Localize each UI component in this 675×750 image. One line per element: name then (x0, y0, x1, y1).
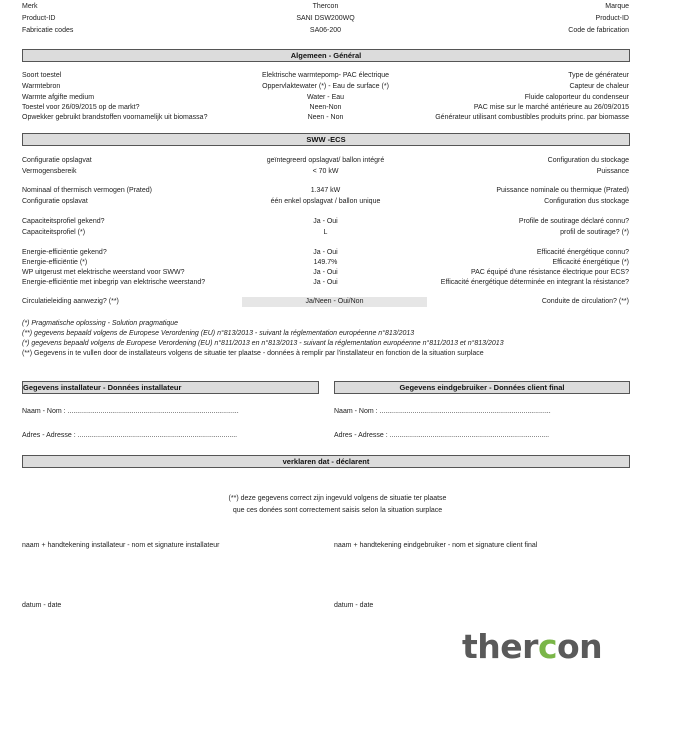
logo-part-ther: ther (462, 627, 538, 666)
label-fr: Efficacité énergétique (*) (552, 259, 629, 266)
label-nl: Nominaal of thermisch vermogen (Prated) (22, 187, 152, 194)
signature-client-field[interactable]: naam + handtekening eindgebruiker - nom et signature client final (334, 542, 538, 549)
label-nl: Warmtebron (22, 83, 61, 90)
section-general-title: Algemeen - Général (22, 49, 630, 62)
label-nl: Soort toestel (22, 72, 62, 79)
value: SA06-200 (309, 27, 342, 34)
label-fr: Conduite de circulation? (**) (541, 298, 629, 305)
value: Ja - Oui (313, 218, 338, 225)
date-client-field[interactable]: datum - date (334, 602, 374, 609)
note-regulation-813: (**) gegevens bepaald volgens de Europese Verordening (EU) n°813/2013 - suivant la réglementation européenne n°813/2013 (22, 330, 415, 337)
label-fr: profil de soutirage? (*) (560, 229, 629, 236)
date-installer-field[interactable]: datum - date (22, 602, 62, 609)
label-nl: Circulatieleiding aanwezig? (**) (22, 298, 119, 305)
value: geïntegreerd opslagvat/ ballon intégré (266, 157, 385, 164)
installer-section-title (22, 381, 319, 394)
label-fr: PAC mise sur le marché antérieure au 26/09/2015 (473, 104, 629, 111)
label-fr: Fluide caloporteur du condenseur (524, 94, 629, 101)
label-fr: Générateur utilisant combustibles produits princ. par biomasse (435, 114, 629, 121)
label-nl: Capaciteitsprofiel (*) (22, 229, 86, 236)
label-nl: Product-ID (22, 15, 56, 22)
value: één enkel opslagvat / ballon unique (270, 198, 381, 205)
value: Oppervlaktewater (*) - Eau de surface (*) (262, 83, 389, 90)
thercon-logo (462, 627, 602, 667)
sww-row (22, 217, 629, 227)
sww-row (22, 258, 629, 268)
label-fr: Capteur de chaleur (569, 83, 629, 90)
note-regulation-811-813: (*) gegevens bepaald volgens de Europese Verordening (EU) n°811/2013 en n°813/2013 - suivant la réglementation européenne n°811/2013 et n°813/2013 (22, 340, 504, 347)
label-nl: Configuratie opslagvat (22, 157, 92, 164)
value: SANI DSW200WQ (296, 15, 355, 22)
sww-row (22, 186, 629, 196)
label-fr: Code de fabrication (568, 27, 629, 34)
label-fr: Product-ID (595, 15, 629, 22)
sww-row (22, 156, 629, 166)
label-nl: Energie-efficiëntie (*) (22, 259, 88, 266)
sww-row (22, 268, 629, 278)
client-address-field[interactable]: Adres - Adresse : .................................................................................. (334, 432, 550, 439)
general-row (22, 113, 629, 123)
value: Neen-Non (309, 104, 342, 111)
label-fr: Marque (605, 3, 629, 10)
general-row (22, 103, 629, 113)
value: < 70 kW (312, 168, 339, 175)
logo-part-c: c (537, 627, 557, 666)
value: Ja - Oui (313, 279, 338, 286)
value: L (323, 229, 328, 236)
label-fr: Efficacité énergétique déterminée en integrant la résistance? (440, 279, 629, 286)
sww-row (22, 167, 629, 177)
installer-title: Gegevens installateur - Données installateur (23, 383, 182, 392)
label-nl: Merk (22, 3, 38, 10)
label-nl: Energie-efficiëntie met inbegrip van elektrische weerstand? (22, 279, 206, 286)
logo-part-on: on (557, 627, 603, 666)
sww-row (22, 228, 629, 238)
declaration-line-fr: que ces donées sont correctement saisis selon la situation surplace (232, 507, 443, 514)
label-nl: Opwekker gebruikt brandstoffen voornamelijk uit biomassa? (22, 114, 208, 121)
value: Neen - Non (307, 114, 344, 121)
label-fr: Efficacité énergétique connu? (536, 249, 629, 256)
value: 149.7% (313, 259, 338, 266)
signature-installer-field[interactable]: naam + handtekening installateur - nom et signature installateur (22, 542, 220, 549)
label-nl: Configuratie opslavat (22, 198, 88, 205)
label-nl: Warmte afgifte medium (22, 94, 95, 101)
header-row-codes (22, 26, 629, 36)
value: 1.347 kW (310, 187, 341, 194)
declaration-line-nl: (**) deze gegevens correct zijn ingevuld volgens de situatie ter plaatse (228, 495, 447, 502)
client-name-field[interactable]: Naam - Nom : ........................................................................................ (334, 408, 551, 415)
value: Ja - Oui (313, 269, 338, 276)
general-row (22, 82, 629, 92)
label-nl: Toestel voor 26/09/2015 op de markt? (22, 104, 140, 111)
header-row-product-id (22, 14, 629, 24)
label-fr: Puissance (596, 168, 629, 175)
label-nl: Fabricatie codes (22, 27, 74, 34)
label-nl: WP uitgerust met elektrische weerstand voor SWW? (22, 269, 185, 276)
label-nl: Capaciteitsprofiel gekend? (22, 218, 105, 225)
circulation-input[interactable]: Ja/Neen - Oui/Non (242, 297, 427, 307)
value: Thercon (312, 3, 339, 10)
label-nl: Vermogensbereik (22, 168, 77, 175)
label-nl: Energie-efficiëntie gekend? (22, 249, 107, 256)
value: Ja - Oui (313, 249, 338, 256)
value: Water - Eau (306, 94, 345, 101)
label-fr: Puissance nominale ou thermique (Prated) (496, 187, 629, 194)
general-row (22, 93, 629, 103)
label-fr: Configuration du stockage (547, 157, 629, 164)
label-fr: PAC équipé d'une résistance électrique pour ECS? (470, 269, 629, 276)
sww-row (22, 197, 629, 207)
header-row-brand (22, 2, 629, 12)
value: Elektrische warmtepomp- PAC électrique (261, 72, 390, 79)
section-sww-title: SWW -ECS (22, 133, 630, 146)
sww-row-circulation (22, 297, 629, 307)
general-row (22, 71, 629, 81)
note-pragmatic: (*) Pragmatische oplossing - Solution pragmatique (22, 320, 179, 327)
label-fr: Profile de soutirage déclaré connu? (518, 218, 629, 225)
client-section-title: Gegevens eindgebruiker - Données client final (334, 381, 630, 394)
installer-address-field[interactable]: Adres - Adresse : .................................................................................. (22, 432, 238, 439)
sww-row (22, 278, 629, 288)
label-fr: Type de générateur (568, 72, 629, 79)
installer-name-field[interactable]: Naam - Nom : ........................................................................................ (22, 408, 239, 415)
note-installer-fill: (**) Gegevens in te vullen door de installateurs volgens de situatie ter plaatse - données à remplir par l'installateur en fonction de la situation surplace (22, 350, 484, 357)
label-fr: Configuration dus stockage (544, 198, 629, 205)
sww-row (22, 248, 629, 258)
declarant-section-title: verklaren dat - déclarent (22, 455, 630, 468)
